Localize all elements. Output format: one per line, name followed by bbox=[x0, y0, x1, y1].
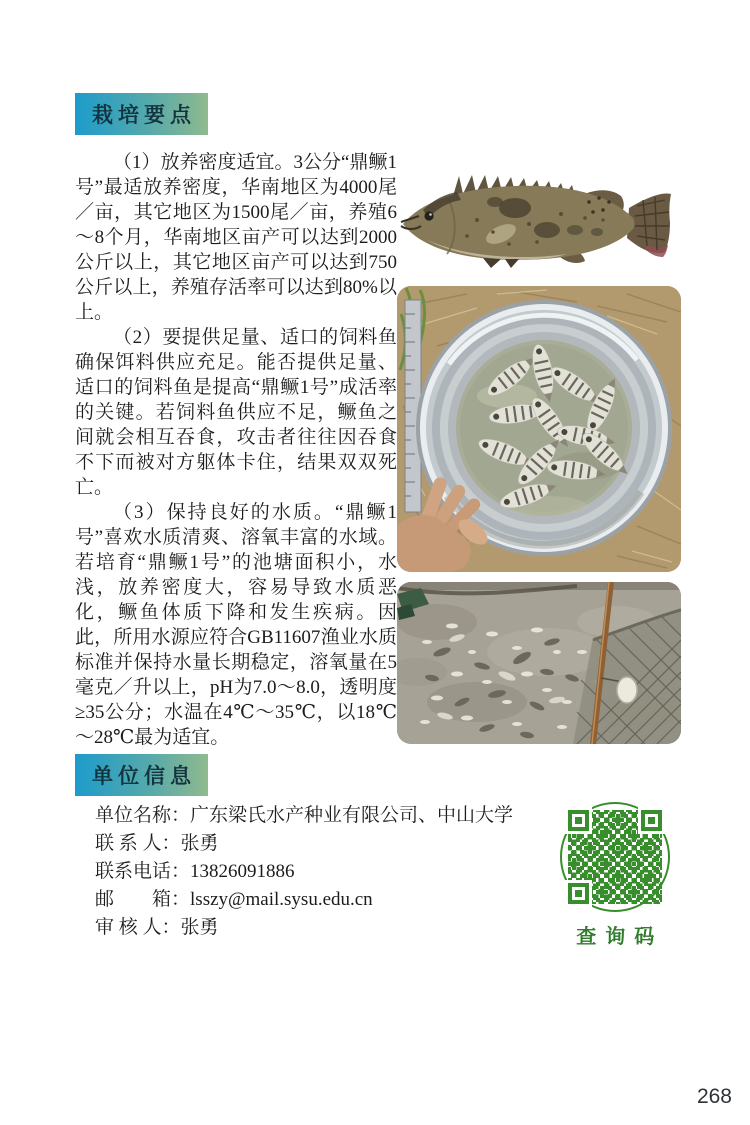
reviewer-label: 审 核 人： bbox=[95, 917, 181, 938]
unit-info-list bbox=[95, 802, 539, 949]
phone-label: 联系电话： bbox=[95, 861, 191, 882]
contact-person-label: 联 系 人： bbox=[95, 833, 181, 854]
unit-name-value: 广东梁氏水产种业有限公司、中山大学 bbox=[190, 805, 514, 826]
cultivation-text bbox=[75, 150, 397, 750]
mandarin-fish-illustration bbox=[397, 170, 675, 268]
photo-column bbox=[397, 150, 690, 750]
phone-line bbox=[95, 858, 539, 886]
email-line bbox=[95, 886, 539, 914]
qr-code-label: 查询码 bbox=[576, 926, 664, 948]
unit-name-label: 单位名称： bbox=[95, 805, 191, 826]
cultivation-section bbox=[75, 93, 690, 750]
qr-finder-top-right bbox=[641, 810, 662, 831]
feed-fish-in-bowl-photo bbox=[397, 286, 681, 572]
cultivation-badge: 栽培要点 bbox=[75, 93, 208, 135]
cultivation-columns bbox=[75, 150, 690, 750]
qr-code-wrap bbox=[568, 810, 662, 904]
qr-code-block bbox=[541, 802, 691, 949]
qr-code bbox=[568, 810, 662, 904]
paragraph-feed-fish: （2）要提供足量、适口的饲料鱼确保饵料供应充足。能否提供足量、适口的饲料鱼是提高“鼎鳜1号”成活率的关键。若饲料鱼供应不足，鳜鱼之间就会相互吞食，攻击者往往因吞食不下而被对方躯体卡住，结果双双死亡。 bbox=[75, 327, 397, 498]
qr-finder-top-left bbox=[568, 810, 589, 831]
contact-person-line bbox=[95, 830, 539, 858]
email-value: lsszy@mail.sysu.edu.cn bbox=[190, 889, 373, 910]
pond-feeding-photo bbox=[397, 582, 681, 744]
unit-info-badge: 单位信息 bbox=[75, 754, 208, 796]
reviewer-line bbox=[95, 914, 539, 942]
phone-value: 13826091886 bbox=[190, 861, 295, 882]
bowl-illustration bbox=[397, 286, 681, 572]
contact-person-value: 张勇 bbox=[180, 833, 219, 854]
page-number: 268 bbox=[696, 1085, 732, 1108]
unit-info-row bbox=[75, 802, 690, 949]
reviewer-value: 张勇 bbox=[180, 917, 219, 938]
email-label: 邮 箱： bbox=[95, 889, 191, 910]
mandarin-fish-photo bbox=[397, 170, 690, 268]
qr-finder-bottom-left bbox=[568, 883, 589, 904]
paragraph-stocking-density: （1）放养密度适宜。3公分“鼎鳜1号”最适放养密度，华南地区为4000尾／亩，其它地区为1500尾／亩，养殖6～8个月，华南地区亩产可以达到2000公斤以上，其它地区亩产可以达到750公斤以上，养殖存活率可以达到80%以上。 bbox=[75, 152, 397, 323]
pond-illustration bbox=[397, 582, 681, 744]
paragraph-water-quality: （3）保持良好的水质。“鼎鳜1号”喜欢水质清爽、溶氧丰富的水域。若培育“鼎鳜1号”的池塘面积小，水浅，放养密度大，容易导致水质恶化，鳜鱼体质下降和发生疾病。因此，所用水源应符合GB11607渔业水质标准并保持水量长期稳定，溶氧量在5毫克／升以上，pH为7.0～8.0，透明度≥35公分；水温在4℃～35℃，以18℃～28℃最为适宜。 bbox=[75, 502, 397, 748]
unit-info-section bbox=[75, 754, 690, 949]
unit-name-line bbox=[95, 802, 539, 830]
